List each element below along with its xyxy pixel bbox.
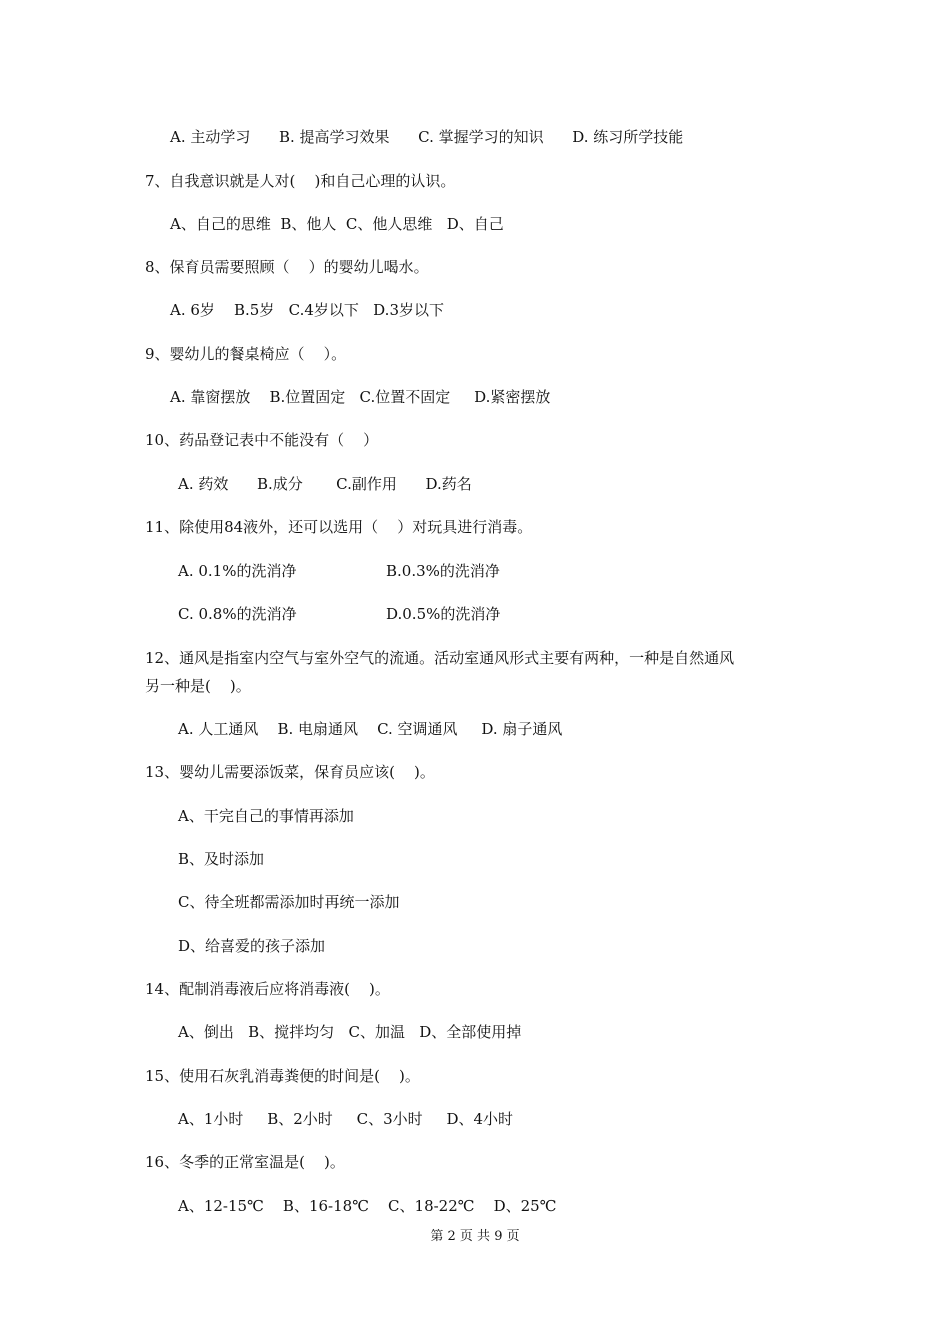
- q16-options: A、12-15℃ B、16-18℃ C、18-22℃ D、25℃: [178, 1197, 557, 1215]
- question-7: 7、自我意识就是人对( )和自己心理的认识。: [145, 172, 456, 190]
- q13-option-b: B、及时添加: [178, 850, 265, 868]
- question-12-line-1: 12、通风是指室内空气与室外空气的流通。活动室通风形式主要有两种，一种是自然通风: [145, 649, 735, 667]
- page-footer: 第 2 页 共 9 页: [430, 1229, 520, 1244]
- q14-options: A、倒出 B、搅拌均匀 C、加温 D、全部使用掉: [178, 1023, 522, 1041]
- q9-options: A. 靠窗摆放 B.位置固定 C.位置不固定 D.紧密摆放: [170, 388, 551, 406]
- q13-option-d: D、给喜爱的孩子添加: [178, 937, 326, 955]
- q8-options: A. 6岁 B.5岁 C.4岁以下 D.3岁以下: [170, 301, 444, 319]
- question-13: 13、婴幼儿需要添饭菜，保育员应该( )。: [145, 763, 435, 781]
- question-8: 8、保育员需要照顾（ ）的婴幼儿喝水。: [145, 258, 429, 276]
- question-14: 14、配制消毒液后应将消毒液( )。: [145, 980, 390, 998]
- q11-option-a: A. 0.1%的洗消净: [178, 562, 297, 580]
- q10-options: A. 药效 B.成分 C.副作用 D.药名: [178, 475, 472, 493]
- question-9: 9、婴幼儿的餐桌椅应（ ）。: [145, 345, 347, 363]
- q12-options: A. 人工通风 B. 电扇通风 C. 空调通风 D. 扇子通风: [178, 720, 563, 738]
- question-10: 10、药品登记表中不能没有（ ）: [145, 431, 379, 449]
- question-16: 16、冬季的正常室温是( )。: [145, 1153, 345, 1171]
- q15-options: A、1小时 B、2小时 C、3小时 D、4小时: [178, 1110, 514, 1128]
- q13-option-a: A、干完自己的事情再添加: [178, 807, 354, 825]
- q11-option-d: D.0.5%的洗消净: [386, 605, 501, 623]
- q6-options: A. 主动学习 B. 提高学习效果 C. 掌握学习的知识 D. 练习所学技能: [170, 128, 684, 146]
- question-15: 15、使用石灰乳消毒粪便的时间是( )。: [145, 1067, 420, 1085]
- q11-option-c: C. 0.8%的洗消净: [178, 605, 297, 623]
- question-11: 11、除使用84液外，还可以选用（ ）对玩具进行消毒。: [145, 518, 533, 536]
- q13-option-c: C、待全班都需添加时再统一添加: [178, 893, 400, 911]
- q11-option-b: B.0.3%的洗消净: [386, 562, 500, 580]
- q7-options: A、自己的思维 B、他人 C、他人思维 D、自己: [170, 215, 504, 233]
- question-12-line-2: 另一种是( )。: [145, 677, 251, 695]
